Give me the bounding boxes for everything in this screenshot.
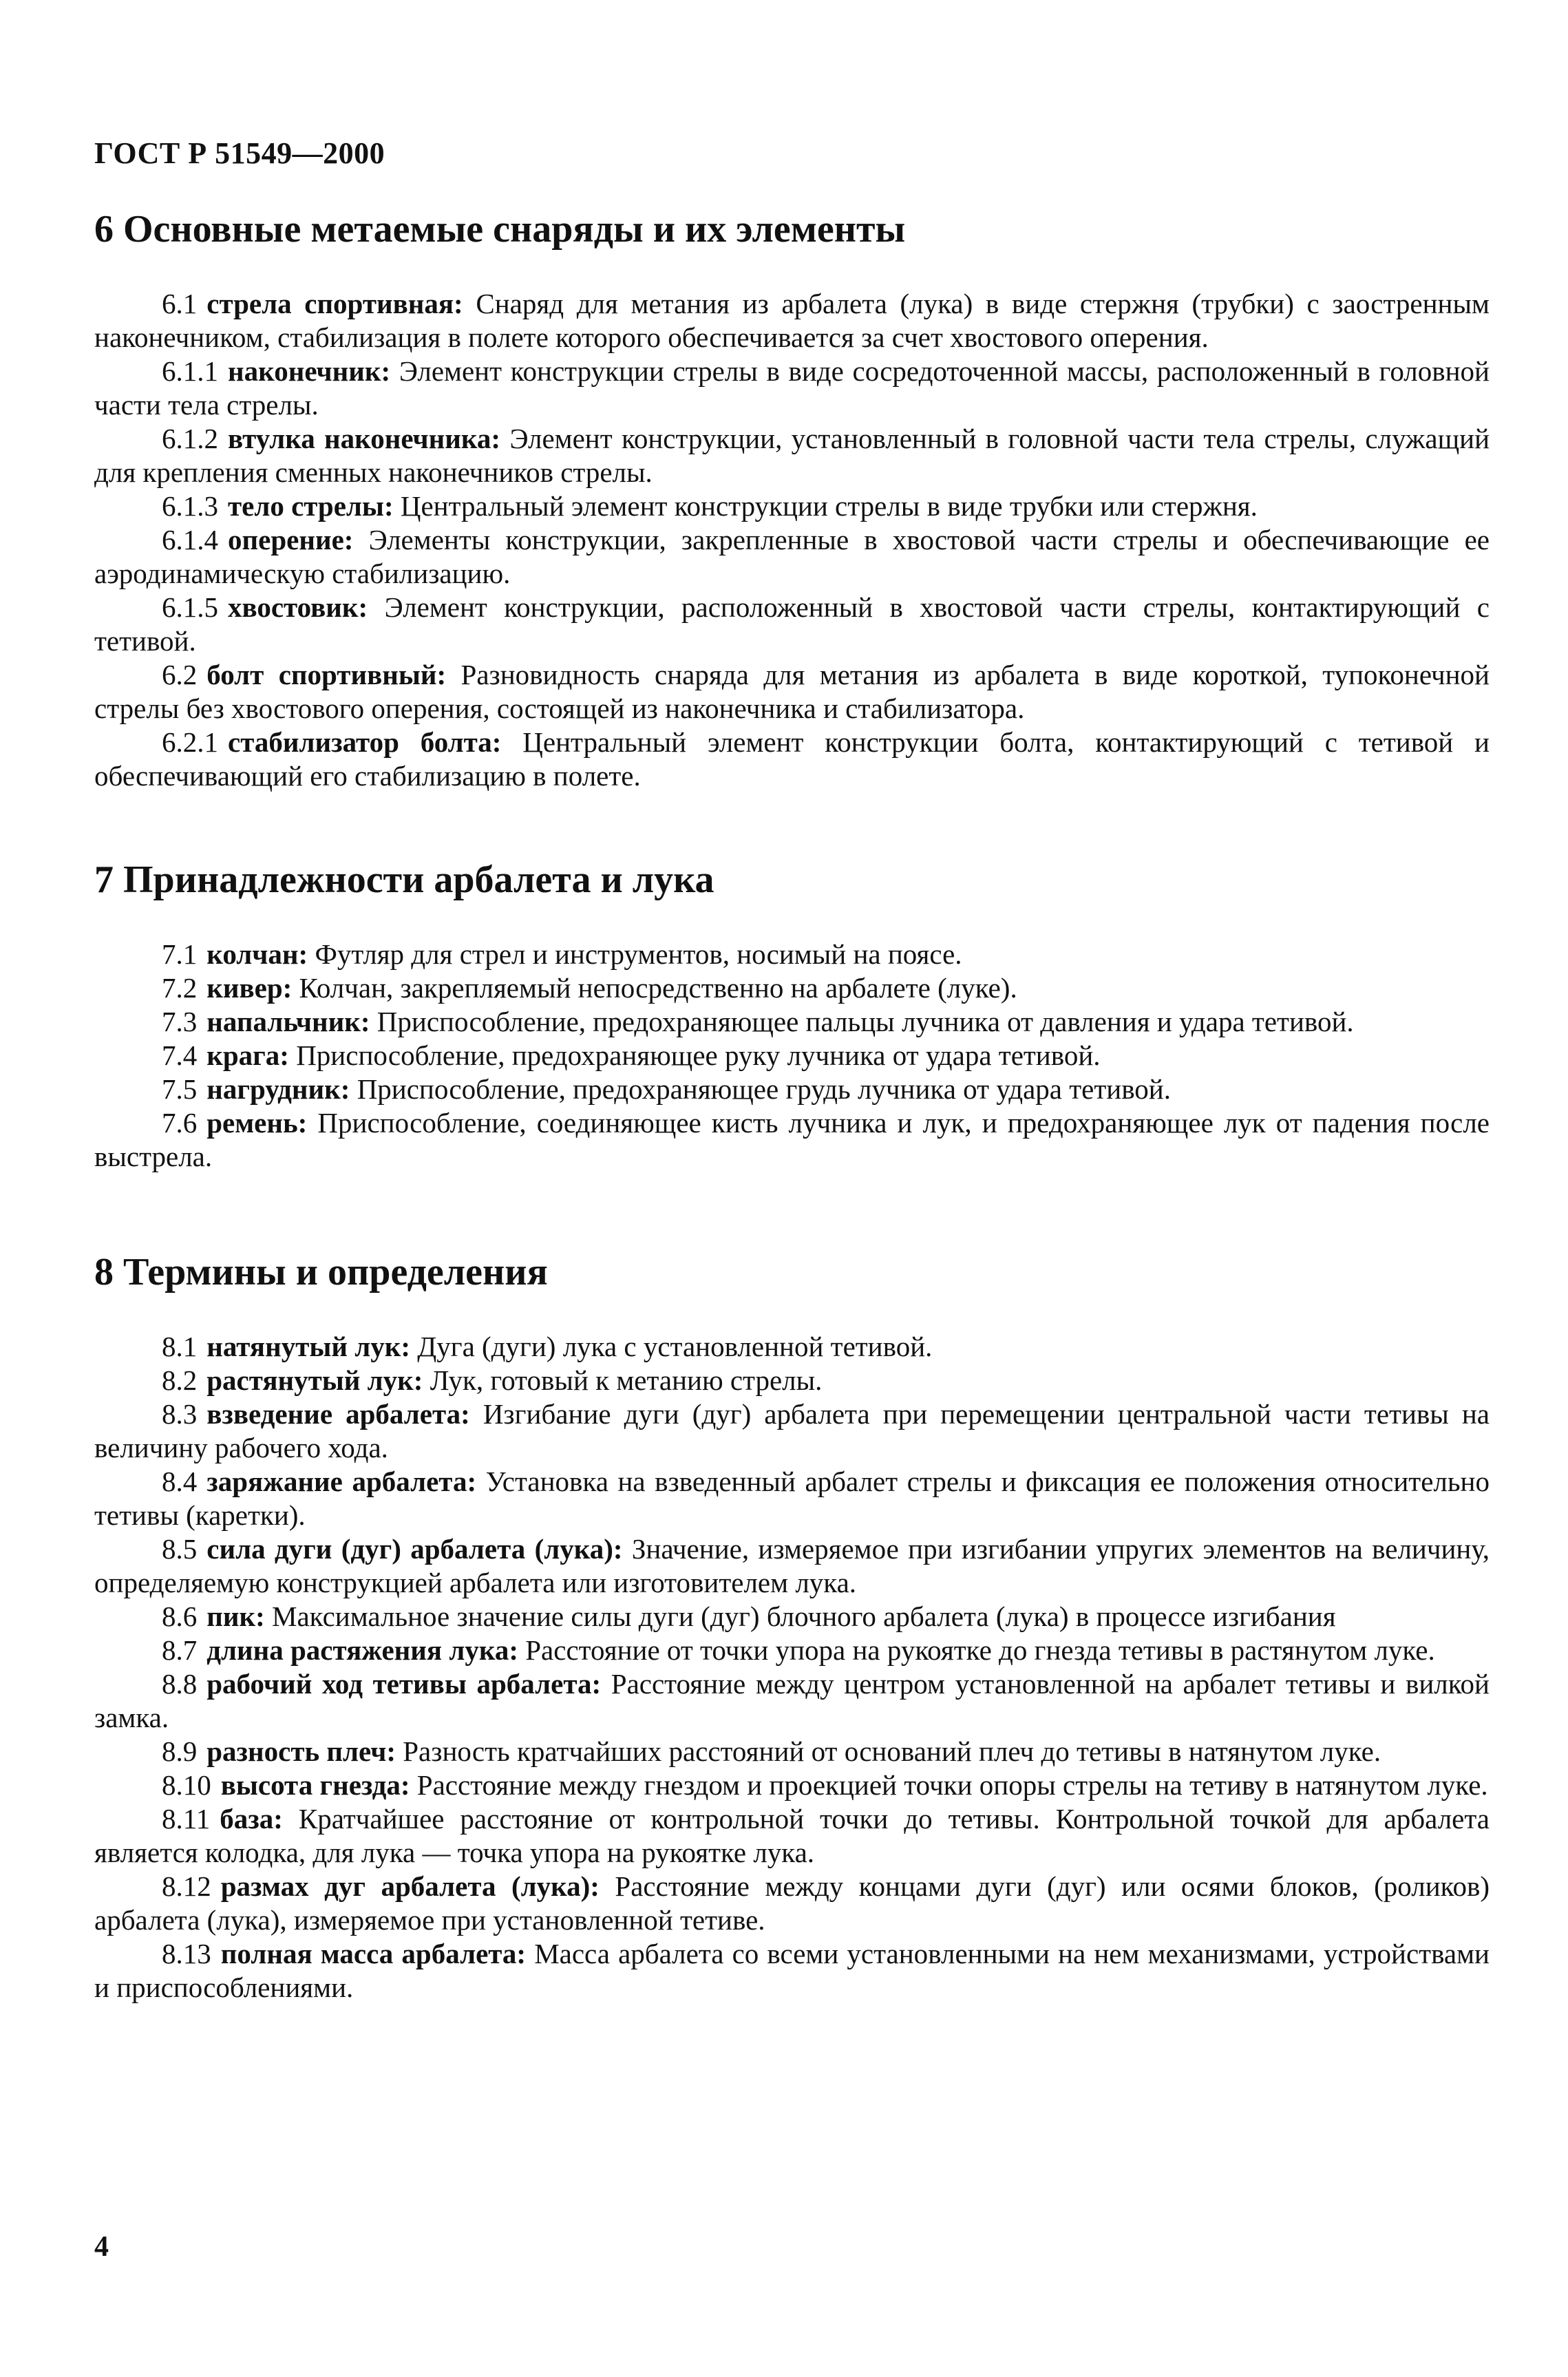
entry-definition: Установка на взведенный арбалет стрелы и фиксация ее положения относительно тетивы (каретки). xyxy=(94,1466,1490,1532)
term-entry xyxy=(94,1106,1490,1174)
entry-number: 6.2 xyxy=(162,659,198,691)
entry-term: взведение арбалета: xyxy=(206,1398,470,1430)
entry-term: оперение: xyxy=(228,524,354,556)
entry-term: стабилизатор болта: xyxy=(228,726,502,759)
entry-term: рабочий ход тетивы арбалета: xyxy=(206,1668,602,1700)
entry-term: заряжание арбалета: xyxy=(206,1466,477,1498)
entry-term: кивер: xyxy=(206,972,293,1004)
term-entry xyxy=(94,591,1490,658)
entry-definition: Футляр для стрел и инструментов, носимый на поясе. xyxy=(315,938,962,971)
entry-number: 8.10 xyxy=(162,1769,211,1802)
entry-term: база: xyxy=(220,1803,283,1835)
entry-term: болт спортивный: xyxy=(206,659,447,691)
term-entry xyxy=(94,1330,1490,1364)
entry-number: 6.1.4 xyxy=(162,524,218,556)
section-7 xyxy=(94,857,1490,1174)
entry-term: втулка наконечника: xyxy=(228,423,501,455)
term-entry xyxy=(94,726,1490,793)
term-entry xyxy=(94,1364,1490,1397)
entry-number: 8.4 xyxy=(162,1466,198,1498)
entry-number: 7.1 xyxy=(162,938,198,971)
section-title-text: Основные метаемые снаряды и их элементы xyxy=(123,208,906,251)
entry-number: 7.5 xyxy=(162,1073,198,1106)
term-entry xyxy=(94,1465,1490,1532)
entry-definition: Элемент конструкции, расположенный в хвостовой части стрелы, контактирующий с тетивой. xyxy=(94,591,1490,657)
entry-definition: Максимальное значение силы дуги (дуг) блочного арбалета (лука) в процессе изгибания xyxy=(272,1600,1336,1633)
entry-term: хвостовик: xyxy=(228,591,368,624)
section-title xyxy=(94,857,1490,903)
term-entry xyxy=(94,1600,1490,1634)
entry-definition: Расстояние между концами дуги (дуг) или осями блоков, (роликов) арбалета (лука), измеряемое при установленной тетиве. xyxy=(94,1870,1490,1936)
entry-definition: Приспособление, соединяющее кисть лучника и лук, и предохраняющее лук от падения после выстрела. xyxy=(94,1107,1490,1173)
entry-term: длина растяжения лука: xyxy=(206,1634,518,1667)
entry-definition: Дуга (дуги) лука с установленной тетивой. xyxy=(417,1331,933,1363)
section-number: 6 xyxy=(94,208,114,251)
section-number: 7 xyxy=(94,858,114,901)
term-entry xyxy=(94,938,1490,971)
entry-number: 6.1.3 xyxy=(162,490,218,522)
entry-definition: Приспособление, предохраняющее грудь лучника от удара тетивой. xyxy=(357,1073,1171,1106)
term-entry xyxy=(94,1005,1490,1039)
entry-term: натянутый лук: xyxy=(206,1331,411,1363)
entry-term: нагрудник: xyxy=(206,1073,350,1106)
entry-term: высота гнезда: xyxy=(220,1769,410,1802)
entry-definition: Изгибание дуги (дуг) арбалета при перемещении центральной части тетивы на величину рабочего хода. xyxy=(94,1398,1490,1464)
entry-number: 8.9 xyxy=(162,1735,198,1768)
section-number: 8 xyxy=(94,1251,114,1293)
term-entry xyxy=(94,1768,1490,1802)
entry-term: полная масса арбалета: xyxy=(220,1938,527,1970)
term-entry xyxy=(94,1532,1490,1600)
entry-definition: Масса арбалета со всеми установленными на нем механизмами, устройствами и приспособлениями. xyxy=(94,1938,1490,2004)
entry-term: стрела спортивная: xyxy=(206,288,463,320)
term-entry xyxy=(94,422,1490,489)
term-entry xyxy=(94,971,1490,1005)
entry-definition: Значение, измеряемое при изгибании упругих элементов на величину, определяемую конструкцией арбалета или изготовителем лука. xyxy=(94,1533,1490,1599)
term-entry xyxy=(94,355,1490,422)
entry-term: пик: xyxy=(206,1600,265,1633)
entry-number: 6.2.1 xyxy=(162,726,218,759)
term-entry xyxy=(94,489,1490,523)
entry-number: 8.12 xyxy=(162,1870,211,1903)
entry-definition: Кратчайшее расстояние от контрольной точки до тетивы. Контрольной точкой для арбалета является колодка, для лука — точка упора на рукоятке лука. xyxy=(94,1803,1490,1869)
section-title xyxy=(94,1249,1490,1296)
term-entry xyxy=(94,1802,1490,1870)
section-6 xyxy=(94,207,1490,793)
entry-number: 7.3 xyxy=(162,1006,198,1038)
entry-term: разность плеч: xyxy=(206,1735,396,1768)
entry-definition: Снаряд для метания из арбалета (лука) в виде стержня (трубки) с заостренным наконечником, стабилизация в полете которого обеспечивается за счет хвостового оперения. xyxy=(94,288,1490,354)
entry-definition: Разность кратчайших расстояний от оснований плеч до тетивы в натянутом луке. xyxy=(403,1735,1381,1768)
entry-number: 8.13 xyxy=(162,1938,211,1970)
entry-definition: Элемент конструкции стрелы в виде сосредоточенной массы, расположенный в головной части тела стрелы. xyxy=(94,355,1490,421)
term-entry xyxy=(94,1397,1490,1465)
entry-definition: Центральный элемент конструкции стрелы в виде трубки или стержня. xyxy=(400,490,1258,522)
entry-term: сила дуги (дуг) арбалета (лука): xyxy=(206,1533,623,1565)
term-entry xyxy=(94,1667,1490,1735)
entry-term: колчан: xyxy=(206,938,308,971)
entry-number: 6.1.2 xyxy=(162,423,218,455)
entry-number: 8.8 xyxy=(162,1668,198,1700)
entry-number: 8.5 xyxy=(162,1533,198,1565)
entry-term: тело стрелы: xyxy=(228,490,394,522)
page-number: 4 xyxy=(94,2231,109,2263)
term-entry xyxy=(94,1073,1490,1106)
entry-number: 8.7 xyxy=(162,1634,198,1667)
section-title xyxy=(94,207,1490,253)
term-entry xyxy=(94,1937,1490,2005)
term-entry xyxy=(94,287,1490,355)
entry-definition: Приспособление, предохраняющее руку лучника от удара тетивой. xyxy=(296,1039,1101,1072)
entry-number: 6.1.5 xyxy=(162,591,218,624)
entry-definition: Приспособление, предохраняющее пальцы лучника от давления и удара тетивой. xyxy=(377,1006,1354,1038)
entry-number: 7.6 xyxy=(162,1107,198,1139)
section-title-text: Принадлежности арбалета и лука xyxy=(123,858,714,901)
entry-definition: Расстояние между гнездом и проекцией точки опоры стрелы на тетиву в натянутом луке. xyxy=(416,1769,1488,1802)
entry-number: 7.2 xyxy=(162,972,198,1004)
entry-term: растянутый лук: xyxy=(206,1364,423,1397)
entry-number: 8.1 xyxy=(162,1331,198,1363)
entry-definition: Колчан, закрепляемый непосредственно на арбалете (луке). xyxy=(299,972,1017,1004)
term-entry xyxy=(94,1039,1490,1073)
entry-definition: Центральный элемент конструкции болта, контактирующий с тетивой и обеспечивающий его стабилизацию в полете. xyxy=(94,726,1490,792)
entry-term: крага: xyxy=(206,1039,289,1072)
entry-term: размах дуг арбалета (лука): xyxy=(220,1870,600,1903)
entry-term: наконечник: xyxy=(228,355,391,388)
entry-definition: Лук, готовый к метанию стрелы. xyxy=(430,1364,823,1397)
section-title-text: Термины и определения xyxy=(123,1251,548,1293)
entry-definition: Элементы конструкции, закрепленные в хвостовой части стрелы и обеспечивающие ее аэродинамическую стабилизацию. xyxy=(94,524,1490,590)
term-entry xyxy=(94,658,1490,726)
entry-definition: Элемент конструкции, установленный в головной части тела стрелы, служащий для крепления сменных наконечников стрелы. xyxy=(94,423,1490,489)
entry-number: 6.1 xyxy=(162,288,198,320)
entry-number: 8.3 xyxy=(162,1398,198,1430)
entry-number: 7.4 xyxy=(162,1039,198,1072)
term-entry xyxy=(94,523,1490,591)
document-header: ГОСТ Р 51549—2000 xyxy=(94,136,385,170)
entry-number: 6.1.1 xyxy=(162,355,218,388)
entry-definition: Расстояние от точки упора на рукоятке до гнезда тетивы в растянутом луке. xyxy=(525,1634,1435,1667)
entry-definition: Разновидность снаряда для метания из арбалета в виде короткой, тупоконечной стрелы без хвостового оперения, состоящей из наконечника и стабилизатора. xyxy=(94,659,1490,725)
term-entry xyxy=(94,1634,1490,1667)
entry-term: напальчник: xyxy=(206,1006,370,1038)
entry-term: ремень: xyxy=(206,1107,308,1139)
entry-number: 8.6 xyxy=(162,1600,198,1633)
entry-number: 8.11 xyxy=(162,1803,211,1835)
term-entry xyxy=(94,1870,1490,1937)
entry-definition: Расстояние между центром установленной на арбалет тетивы и вилкой замка. xyxy=(94,1668,1490,1734)
term-entry xyxy=(94,1735,1490,1768)
section-8 xyxy=(94,1249,1490,2005)
entry-number: 8.2 xyxy=(162,1364,198,1397)
